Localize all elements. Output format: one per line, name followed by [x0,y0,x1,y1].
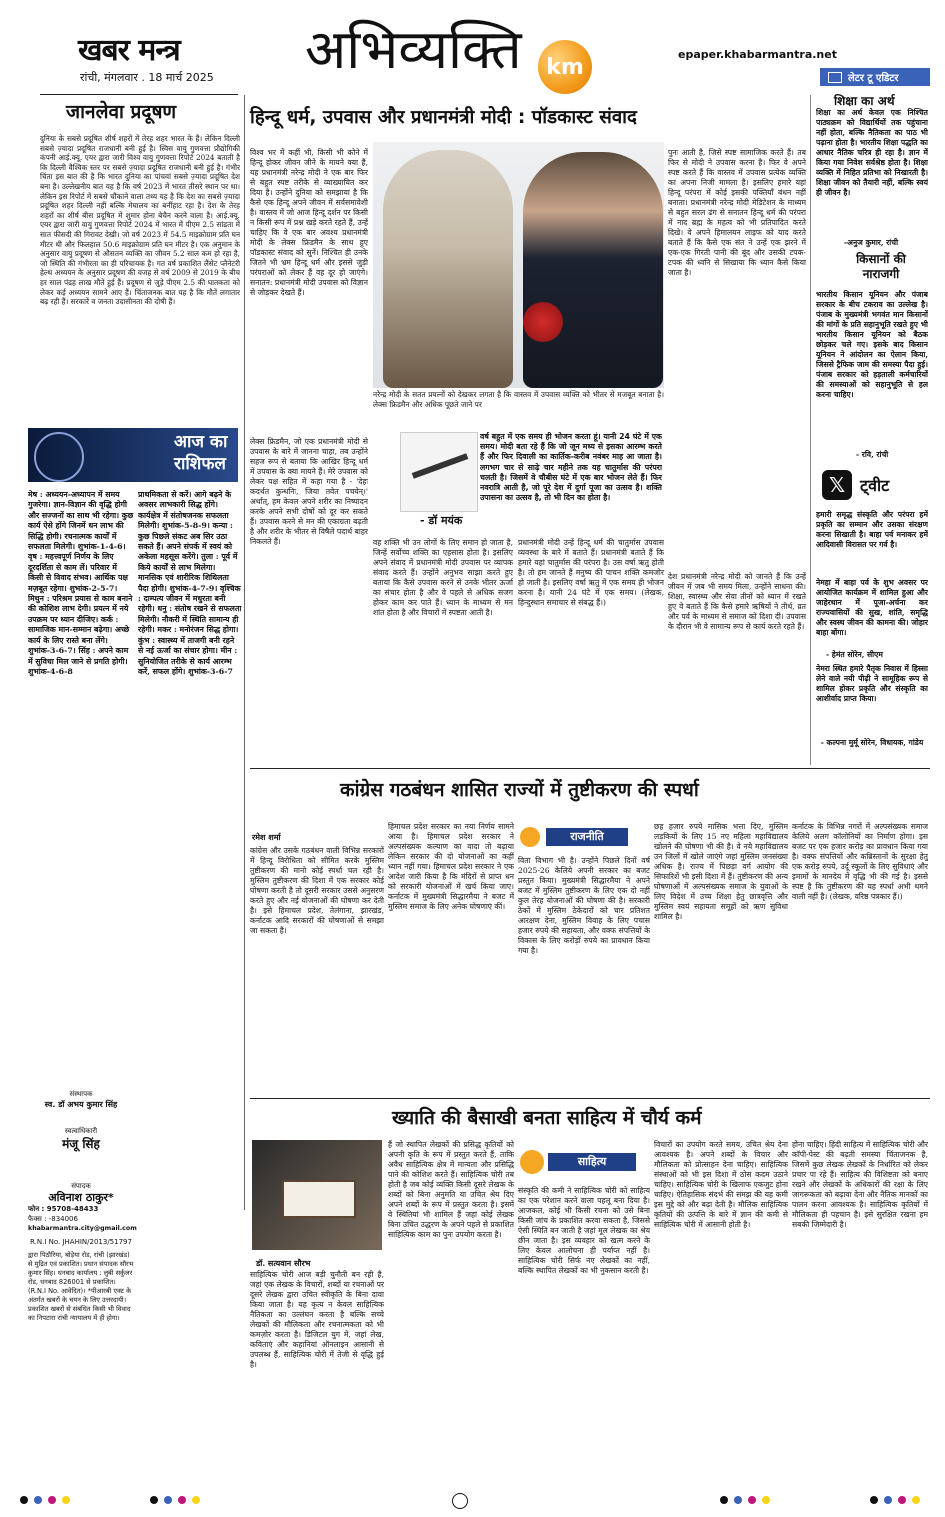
section-title: अभिव्यक्ति [305,18,522,81]
tweet-1-text: हमारी समृद्ध संस्कृति और परंपरा हमें प्रकृति का सम्मान और उसका संरक्षण करना सिखाती है। बाहा पर्व मनाकर हमें आदिवासी विरासत पर गर्व है। [816,510,928,549]
congress-col-5: कर्नाटक के विभिन्न नगरों में अल्पसंख्यक समाज केलिये अलग कॉलोनियों का निर्माण होगा। इस बजट पर एक हजार करोड़ का प्रावधान किया गया है। वक्फ संपत्तियों और कब्रिस्तानों के सुरक्षा हेतु एक करोड़ रुपये, उर्दू स्कूलों के लिए सुविधाएं और इमामों के मानदेय में वृद्धि भी की गई है। इससे स्पष्ट है कि तुष्टीकरण की यह स्पर्धा अभी थमने वाली नहीं है। (लेखक, वरिष्ठ पत्रकार हैं।) [792,822,928,901]
book-icon [282,1180,356,1218]
registration-dot [720,1496,728,1504]
masthead [0,0,945,100]
politics-tag [520,826,630,850]
epaper-link[interactable]: epaper.khabarmantra.net [678,48,837,61]
edu-letter-title: शिक्षा का अर्थ [834,94,895,108]
email-icon [828,72,842,83]
km-logo-letters: km [546,54,584,80]
tweet-2-text: नेमरा स्थित हमारे पैतृक निवास में हिस्सा लेने वाले नयी पीढ़ी ने सामूहिक रूप से शामिल होकर प्रकृति और संस्कृति का आशीर्वाद प्राप्त किया। [816,664,928,703]
sahitya-photo [252,1140,382,1250]
dateline: रांची, मंगलवार . 18 मार्च 2025 [80,71,214,84]
left-article-body: दुनिया के सबसे प्रदूषित शीर्ष शहरों में तेरह शहर भारत के हैं। लेकिन दिल्ली सबसे ज़्यादा प्रदूषित राजधानी बनी हुई है। स्विस वायु गुणवत्ता प्रौद्योगिकी कंपनी आई.क्यू. एयर द्वारा जारी विश्व वायु गुणवत्ता रिपोर्ट 2024 बताती है कि दिल्ली वैश्विक स्तर पर सबसे ज़्यादा प्रदूषित राजधानी बनी हुई है। गंभीर चिंता इस बात की है कि भारत दुनिया का पांचवां सबसे ज़्यादा प्रदूषित देश बना है। उल्लेखनीय बात यह है कि वर्ष 2023 में भारत तीसरे स्थान पर था। लेकिन इस रिपोर्ट में सबसे चौंकाने वाला तथ्य यह है कि देश का सबसे ज़्यादा प्रदूषित शहर दिल्ली नहीं बल्कि मेघालय का बर्नीहाट रहा है। देश के तेरह शहरों का शीर्ष बीस प्रदूषित में शुमार होना बेचैन करने वाला है। आई.क्यू. एयर द्वारा जारी वायु गुणवत्ता रिपोर्ट 2024 में भारत में पीएम 2.5 सांद्रता में सात फीसदी की गिरावट देखी। जो वर्ष 2023 में 54.5 माइक्रोग्राम प्रति घन मीटर थी और फिलहाल 50.6 माइक्रोग्राम प्रति घन मीटर है। एक अनुमान के अनुसार वायु प्रदूषण से औसतन व्यक्ति का जीवन 5.2 साल कम हो रहा है, जो स्थिति की गंभीरता का ही परिचायक है। गत वर्ष प्रकाशित लैंसेट प्लैनेटरी हेल्थ अध्ययन के अनुसार प्रदूषण की वजह से वर्ष 2009 से 2019 के बीच हर साल पंद्रह लाख मौतें हुई हैं। प्रदूषण से जुड़े पीएम 2.5 की घातकता को लेकर कई अध्ययन सामने आए हैं। चिंताजनक बात यह है कि मौतें लगातार बढ़ रही हैं। सरकारें व जनता उदासीनता की दोषी हैं। [40,134,240,307]
horoscope-text-1: मेष : अध्ययन-अध्यापन में समय गुजरेगा। ज्ञान-विज्ञान की वृद्धि होगी और सज्जनों का साथ भी रहेगा। कुछ कार्य ऐसे होंगे जिनमें धन लाभ की सिद्धि होगी। रचनात्मक कार्यों में सफलता मिलेगी। शुभांक-1-4-6। वृष : महत्त्वपूर्ण निर्णय के लिए दूरदर्शिता से काम लें। परिवार में किसी से विवाद संभव। आर्थिक पक्ष मज़बूत रहेगा। शुभांक-2-5-7। मिथुन : परिश्रम प्रयास से काम बनाने की कोशिश लाभ देगी। प्रयत्न में नये उपक्रम पर ध्यान दीजिए। कर्क : सामाजिक मान-सम्मान बढ़ेगा। अच्छे कार्य के लिए रास्ते बना लेंगे। शुभांक-3-6-7। सिंह : अपने काम में सुविधा मिल जाने से प्रगति होगी। शुभांक-4-6-8 [28,490,134,676]
km-logo [538,40,592,94]
registration-dot [898,1496,906,1504]
politics-tag-label: राजनीति [570,830,604,843]
horoscope-text-2: प्राथमिकता से करें। आगे बढ़ने के अवसर लाभकारी सिद्ध होंगे। कार्यक्षेत्र में संतोषजनक सफलता मिलेगी। शुभांक-5-8-9। कन्या : कुछ पिछले संकट अब सिर उठा सकते हैं। अपने संपर्क में स्वयं को अकेला महसूस करेंगे। तुला : पूर्व में किये कार्यों से लाभ मिलेगा। मानसिक एवं शारीरिक शिथिलता पैदा होगी। शुभांक-4-7-9। वृश्चिक : दाम्पत्य जीवन में मधुरता बनी रहेगी। धनु : संतोष रखने से सफलता मिलेगी। नौकरी में स्थिति सामान्य ही रहेगी। मकर : मनोरंजन सिद्ध होगा। कुंभ : स्वास्थ्य में ताजगी बनी रहने से नई ऊर्जा का संचार होगा। मीन : सुनियोजित तरीके से कार्य आरम्भ करें, सफल होंगे। शुभांक-3-6-7 [138,490,242,676]
imprint-publisher-label: स्वत्वाधिकारी [64,1127,98,1135]
registration-dot [912,1496,920,1504]
registration-dot [178,1496,186,1504]
photo-flowers [523,302,563,342]
imprint-editor: अविनाश ठाकुर* [48,1191,114,1204]
sahitya-tag [520,1150,640,1178]
registration-dot [192,1496,200,1504]
main-right-divider [810,95,811,765]
author-byline: - डॉ मयंक [420,514,463,527]
registration-dot [762,1496,770,1504]
sahitya-tag-label: साहित्य [577,1155,607,1168]
sahitya-col-1: साहित्यिक चोरी आज बड़ी चुनौती बन रही है, जहां एक लेखक के विचारों, शब्दों या रचनाओं पर दूसरे लेखक द्वारा उचित स्वीकृति के बिना दावा किया जाता है। यह कृत्य न केवल साहित्यिक नैतिकता का उल्लंघन करता है बल्कि सच्चे लेखकों की मौलिकता और रचनात्मकता को भी कमज़ोर करता है। डिजिटल युग में, जहां लेख, कविताएं और कहानियां ऑनलाइन आसानी से उपलब्ध हैं, साहित्यिक चोरी में तेजी से वृद्धि हुई है। [250,1270,384,1369]
imprint-founder: स्व. डॉ अभय कुमार सिंह [44,1099,118,1109]
imprint-rni: R.N.I No. JHAHIN/2013/51797 [30,1237,132,1246]
photo-caption: नरेन्द्र मोदी के सतत प्रयत्नों को देखकर लगता है कि वास्तव में उपवास व्यक्ति को भीतर से मजबूत बनाता है। लेक्स फ्रिडमैन और अधिक पूछते जाने पर [373,390,664,409]
left-divider [244,95,245,1210]
pen-icon [412,453,469,478]
letters-tab-label: लेटर टू एडिटर [848,73,899,84]
main-col-1: विश्व भर में कहीं भी, किसी भी कोने में हिन्दू होकर जीवन जीने के मायने क्या हैं, यह प्रधानमंत्री नरेन्द्र मोदी ने एक बार फिर से बहुत स्पष्ट तरीके से व्याख्यायित कर दिया है। उन्होंने दुनिया को समझाया है कि कैसे एक हिन्दू अपने जीवन में सर्वसमावेशी है। वास्तव में जो आज हिन्दू दर्शन पर किसी न किसी रूप में प्रश्न खड़े करते रहते हैं, उन्हें चाहिए कि वे एक बार अवश्य प्रधानमंत्री मोदी के लेक्स फ्रिडमैन के साथ हुए पॉडकास्ट संवाद को सुनें। निश्चित ही उनके जितने भी भ्रम हिन्दू धर्म और इससे जुड़ी परंपराओं को लेकर हैं वह दूर हो जाएंगे। सनातन: प्रधानमंत्री मोदी उपवास को विज्ञान से जोड़कर देखते हैं। [250,148,368,297]
congress-col-4: छह हजार रुपये मासिक भत्ता दिए, मुस्लिम लड़कियों के लिए 15 नए महिला महाविद्यालय खोलने की घोषणा भी की है। वे नये महाविद्यालय उन जिलों में खोले जाएंगे जहां मुस्लिम जनसंख्या अधिक है। राज्य में पिछड़ा वर्ग आयोग की सिफारिशें भी इसी दिशा में हैं। तुष्टीकरण की अन्य घोषणाओं में अल्पसंख्यक समाज के युवाओं के लिए विदेश में उच्च शिक्षा हेतु छात्रवृत्ति और मुस्लिम स्वयं सहायता समूहों को ऋण सुविधा शामिल है। [654,822,788,921]
sahitya-col-4: विचारों का उपयोग करते समय, उचित श्रेय देना आवश्यक है। अपने शब्दों के विचार और मौलिकता को प्रोत्साहन देना चाहिए। साहित्यिक संस्थाओं को भी इस दिशा में ठोस कदम उठाने चाहिए। साहित्यिक चोरी के खिलाफ एकजुट होना चाहिए। ऐतिहासिक संदर्भ की समझ की यह कमी इस मुद्दे को और बढ़ा देती है। मौलिक साहित्यिक कृतियों की उत्पत्ति के बारे में ज्ञान की कमी से साहित्यिक चोरी में आसानी होती है। [654,1140,788,1229]
sahitya-top-rule [250,1098,930,1099]
imprint-publisher: मंजू सिंह [62,1136,100,1151]
registration-dot [62,1496,70,1504]
registration-dot [48,1496,56,1504]
imprint-founder-label: संस्थापक [69,1090,93,1098]
left-top-rule [40,94,238,95]
sahitya-col-3: संस्कृति की कमी ने साहित्यिक चोरी को साहित्य का एक परेशान करने वाला पहलू बना दिया है। आजकल, कोई भी किसी रचना को उसे बिना किसी जांच के प्रकाशित करवा सकता है, जिससे ऐसी स्थिति बन जाती है जहां मूल लेखक का श्रेय छीन जाता है। इस व्यवहार को खत्म करने के लिए केवल आलोचना ही पर्याप्त नहीं है। साहित्यिक चोरी सिर्फ नए लेखकों का नहीं, बल्कि स्थापित लेखकों का भी नुकसान करती है। [518,1186,650,1275]
imprint-fax: फैक्स : -834006 [28,1214,78,1223]
registration-dot [748,1496,756,1504]
print-registration-bar [0,1490,945,1512]
farmer-letter-sign: - रवि, रांची [856,450,889,459]
main-lower-col-1: वह शक्ति भी उन लोगों के लिए समान हो जाता है, जिन्हें सर्वोच्च शक्ति का एहसास होता है। इसलिए अपने संवाद में प्रधानमंत्री मोदी उपवास पर व्यापक संवाद करते हैं। उन्होंने अनुभव साझा करते हुए बताया कि कैसे उपवास करने से उनके भीतर ऊर्जा का संचार होता है और वे पहले से अधिक सजग होकर काम कर पाते हैं। ध्यान के माध्यम से मन शांत होता है और विचारों में स्पष्टता आती है। [373,538,513,617]
congress-col-2: हिमाचल प्रदेश सरकार का नया निर्णय सामने आया है। हिमाचल प्रदेश सरकार ने अल्पसंख्यक कल्याण का वादा तो बढ़ाया लेकिन सरकार की दो योजनाओं का कहीं ध्यान नहीं गया। हिमाचल प्रदेश सरकार ने एक आदेश जारी किया है कि मंदिरों से प्राप्त धन को सरकारी योजनाओं में खर्च किया जाए। कर्नाटक में मुख्यमंत्री सिद्धारमैया ने बजट में मुस्लिम समाज के लिए अनेक घोषणाएं कीं। [388,822,514,911]
sahitya-tag-bar [548,1153,636,1171]
sahitya-headline: ख्याति की बैसाखी बनता साहित्य में चौर्य कर्म [392,1107,702,1129]
congress-col-1: कांग्रेस और उसके गठबंधन वाली विभिन्न सरकारों में हिन्दू विरोधिता को सीमित करके मुस्लिम तुष्टीकरण की मानो कोई स्पर्धा चल रही है। मुस्लिम तुष्टीकरण की दिशा में एक सरकार कोई घोषणा करती है तो दूसरी सरकार उससे अनुसरण करते हुए और नई योजनाओं की घोषणा कर देती है। इसे हिमाचल प्रदेश, तेलंगाना, झारखंड, कर्नाटक आदि सरकारों की घोषणाओं से समझा जा सकता है। [250,846,384,935]
congress-byline: रमेश शर्मा [252,832,281,842]
tweet-header [816,470,926,504]
registration-dot [734,1496,742,1504]
letters-tab [820,68,930,86]
registration-dot [870,1496,878,1504]
horoscope-banner [28,428,238,482]
imprint-email[interactable]: khabarmantra.city@gmail.com [28,1225,137,1232]
edu-letter-sign: -अनुज कुमार, रांची [844,238,899,247]
tweet-1-sign: - हेमंत सोरेन, सीएम [826,650,883,659]
registration-dot [884,1496,892,1504]
left-headline: जानलेवा प्रदूषण [66,101,177,123]
imprint-body: द्वारा पिठौरिया, बोड़ेया रोड, रांची (झारखंड) से मुद्रित एवं प्रकाशित। प्रधान संपादक सौरभ कुमार सिंह। धनबाद कार्यालय : लुबी सर्कुलर रोड, धनबाद 826001 से प्रकाशित। (R.N.I No. आवेदित)। *पीआरबी एक्ट के अंतर्गत खबरों के चयन के लिए उत्तरदायी। प्रकाशित खबरों से संबंधित किसी भी विवाद का निपटारा रांची न्यायालय में ही होगा। [28,1251,134,1322]
congress-headline: कांग्रेस गठबंधन शासित राज्यों में तुष्टीकरण की स्पर्धा [340,779,699,801]
tweet-title: ट्वीट [860,476,890,495]
imprint-box [28,1090,137,1474]
registration-dot [164,1496,172,1504]
horoscope-title: आज का राशिफल [174,432,228,474]
registration-dot [34,1496,42,1504]
edu-letter-body: शिक्षा का अर्थ केवल एक निश्चित पाठ्यक्रम को विद्यार्थियों तक पहुंचाना नहीं होता, बल्कि नैतिकता का पाठ भी पढ़ाना होता है। भारतीय शिक्षा पद्धति का आधार नैतिक चरित्र ही रहा है। ज्ञान में किया गया निवेश सर्वश्रेष्ठ होता है। शिक्षा व्यक्ति में निहित प्रतिभा को निखारती है। शिक्षा जीवन को तैयारी नहीं, बल्कि स्वयं ही जीवन है। [816,108,928,197]
sahitya-tag-icon [520,1150,544,1174]
politics-tag-bar [546,828,628,846]
main-lower-col-2: प्रधानमंत्री मोदी उन्हें हिन्दू धर्म की चातुर्मास उपवास व्यवस्था के बारे में बताते हैं। प्रधानमंत्री बताते हैं कि हमारे यहां चातुर्मास की परंपरा है। उस वर्षा ऋतु होती है। तो हम जानते हैं मनुष्य की पाचन शक्ति कमजोर हो जाती है। इसलिए वर्षा ऋतु में एक समय ही भोजन करना है। यानी 24 घंटे में एक समय। (लेखक, हिन्दुस्थान समाचार से संबद्ध हैं।) [518,538,664,607]
horoscope-zodiac-wheel-icon [34,432,84,482]
imprint-editor-label: संपादक [71,1181,91,1190]
main-col-3b: देश प्रधानमंत्री नरेन्द्र मोदी को जानते हैं कि उन्हें जीवन में जब भी समय मिला, उन्होंने साधना की। शिक्षा, स्वास्थ्य और सेवा तीनों को ध्यान में रखते हुए वे बताते हैं कि कैसे हमारे ऋषियों ने तीर्थ, व्रत और पर्व के माध्यम से समाज को दिशा दी। उपवास के दौरान भी वे सामान्य रूप से कार्य करते रहते हैं। [668,572,806,631]
tweet-1b-text: नेमहा में बाहा पर्व के शुभ अवसर पर आयोजित कार्यक्रम में शामिल हुआ और जाहेरथान में पूजा-अर्चना कर राज्यवासियों की सुख, शांति, समृद्धि और स्वस्थ जीवन की कामना की। जोहार बाहा बोंगा। [816,578,928,637]
brand-logo: खबर मन्त्र [78,33,180,68]
tweet-2-sign: - कल्पना मुर्मू सोरेन, विधायक, गांडेय [820,738,924,747]
photo-figure-right [523,152,663,388]
sahitya-byline: डॉ. सत्यवान सौरभ [256,1258,311,1268]
registration-dot [20,1496,28,1504]
sahitya-col-5: होना चाहिए। हिंदी साहित्य में साहित्यिक चोरी और कॉपी-पेस्ट की बढ़ती समस्या चिंताजनक है, जिसमें कुछ लेखक लेखकों के निर्धारित को लेकर प्रचार पा रहे हैं। साहित्य की विशिष्टता को बनाए रखने और लेखकों के अधिकारों की रक्षा के लिए जागरूकता को बढ़ावा देना और नैतिक मानकों का पालन करना आवश्यक है। साहित्यिक कृतियों में मौलिकता ही पहचान है। इसे सुरक्षित रखना हम सबकी जिम्मेदारी है। [792,1140,928,1229]
x-logo-icon: 𝕏 [822,470,852,500]
politics-tag-icon [520,827,540,847]
farmer-letter-body: भारतीय किसान यूनियन और पंजाब सरकार के बीच टकराव का उल्लेख है। पंजाब के मुख्यमंत्री भगवंत मान किसानों की मांगों के प्रति सहानुभूति रखते हुए भी भारतीय किसान यूनियन को बैठक छोड़कर चले गए। इसके बाद किसान यूनियन ने आंदोलन का ऐलान किया, जिससे ट्रैफिक जाम की समस्या पैदा हुई। पंजाब सरकार को हड़ताली कर्मचारियों की समस्याओं को सहानुभूति से हल करना चाहिए। [816,290,928,399]
main-col-2: लेक्स फ्रिडमैन, जो एक प्रधानमंत्री मोदी से उपवास के बारे में जानना चाहा, तब उन्होंने सहज रूप से बताया कि आखिर हिन्दू धर्म में उपवास के क्या मायने हैं। मेरे उपवास को लेकर पक्ष सहित में कहा गया है - 'देहः कदर्थत कुन्धनिः, जिया तवेत पचयेन्।' अर्थात्, हम केवल अपने शरीर का निष्पादन करके अपने सभी दोषों को दूर कर सकते हैं। उपवास करने से मन की एकाग्रता बढ़ती है और शरीर के भीतर से विषैले पदार्थ बाहर निकलते हैं। [250,437,368,546]
imprint-phone: फोन : 95708-48433 [28,1205,99,1213]
main-col-3: पुनः आती है, जिसे स्पष्ट सामाजिक करते हैं। तब फिर से मोदी ने उपवास करना है। फिर वे अपने स्पष्ट करते हैं कि वास्तव में उपवास प्रत्येक व्यक्ति का अपना निजी मामला है। इसलिए हमारे यहां हिन्दू परंपरा में कोई इसकी पक्तियाँ बंधन नहीं बनाता। प्रधानमंत्री नरेन्द्र मोदी मेडिटेशन के माध्यम से बहुत सरल ढंग से सनातन हिन्दू धर्म की परंपरा में नाद ब्रह्म के महत्व को भी प्रतिपादित करते दिखे। वे अपने हिमालयन लाइफ को याद करते बताते हैं कि कैसे एक संत ने उन्हें एक झरने में एक-एक गिरती पानी की बूंद और उसकी टपक-टपक की ध्वनि से सिखाया कि ध्यान कैसे किया जाता है। [668,148,806,277]
pen-illustration [400,432,478,512]
congress-top-rule [250,768,930,769]
modi-podcast-photo [373,142,664,388]
main-headline: हिन्दू धर्म, उपवास और प्रधानमंत्री मोदी : पॉडकास्ट संवाद [250,107,637,128]
congress-col-3: विता विभाग भी है। उन्होंने पिछले दिनों वर्ष 2025-26 केलिये अपनी सरकार का बजट प्रस्तुत किया। मुख्यमंत्री सिद्धारमैया ने अपने बजट में मुस्लिम तुष्टीकरण के लिए एक दो नहीं कुल तेरह योजनाओं की घोषणा की है। सरकारी ठेकों में मुस्लिम ठेकेदारों को चार प्रतिशत आरक्षण देना, मुस्लिम विवाह के लिए पचास हजार रुपये की सहायता, और वक्फ संपत्तियों के विकास के लिए करोड़ों रुपये का प्रावधान किया गया है। [518,856,650,955]
registration-dot [150,1496,158,1504]
farmer-letter-title: किसानों की नाराजगी [856,252,906,281]
pull-quote: वर्ष बहुत में एक समय ही भोजन करता हूं। यानी 24 घंटे में एक समय। मोदी बता रहे हैं कि जो जून मध्य से इसका आरम्भ करते हैं और फिर दिवाली का कार्तिक-करीब नवंबर माह आ जाता है। लगभग चार से साढ़े चार महीने तक यह चातुर्मास की परंपरा चलती है। जिसमें वे चौबीस घंटे में एक बार भोजन लेते हैं। फिर नवरात्रि आती है, जो पूरे देश में दुर्गा पूजा का उत्सव है। शक्ति उपासना का उत्सव है, तो भी दिन का होता है। [480,432,662,503]
photo-figure-left [383,150,513,388]
crosshair-icon [452,1493,468,1509]
sahitya-col-2: हैं जो स्थापित लेखकों की प्रसिद्ध कृतियों को अपनी कृति के रूप में प्रस्तुत करते हैं, ताकि अवैध साहित्यिक क्षेत्र में मान्यता और प्रसिद्धि पाने की कोशिश करते हैं। साहित्यिक चोरी तब होती है जब कोई व्यक्ति किसी दूसरे लेखक के शब्दों को बिना अनुमति या उचित श्रेय दिए अपने शब्दों के रूप में प्रस्तुत करता है। इसमें वे स्थितियां भी शामिल हैं जहां कोई लेखक बिना उचित उद्धरण के अपने पहले से प्रकाशित साहित्यिक काम का पुनः उपयोग करता है। [388,1140,514,1239]
